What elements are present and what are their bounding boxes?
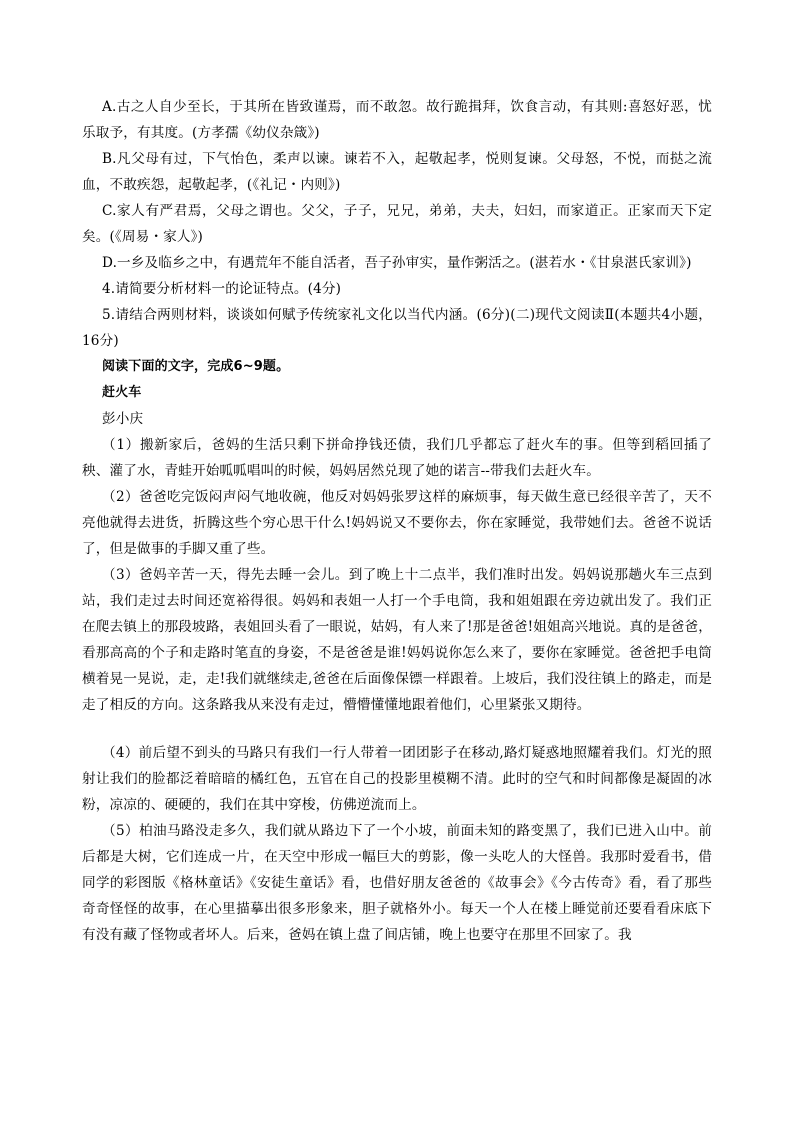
paragraph-gap xyxy=(82,718,712,740)
story-title: 赶火车 xyxy=(102,385,142,400)
option-c-paragraph: C.家人有严君焉，父母之谓也。父父，子子，兄兄，弟弟，夫夫，妇妇，而家道正。正家而天下定矣。(《周易・家人》) xyxy=(82,203,712,245)
story-section-1: （1）搬新家后，爸妈的生活只剩下拼命挣钱还债，我们几乎都忘了赶火车的事。但等到稻回插了秧、灌了水，青蛙开始呱呱唱叫的时候，妈妈居然兑现了她的诺言--带我们去赶火车。 xyxy=(82,437,712,479)
story-section-5: （5）柏油马路没走多久，我们就从路边下了一个小坡，前面未知的路变黑了，我们已进入山中。前后都是大树，它们连成一片，在天空中形成一幅巨大的剪影，像一头吃人的大怪兽。我那时爱看书，借同学的彩图版《格林童话》《安徒生童话》看，也借好朋友爸爸的《故事会》《今古传奇》看，看了那些奇奇怪怪的故事，在心里描摹出很多形象来，胆子就格外小。每天一个人在楼上睡觉前还要看看床底下有没有藏了怪物或者坏人。后来，爸妈在镇上盘了间店铺，晚上也要守在那里不回家了。我 xyxy=(82,823,712,943)
option-a-paragraph: A.古之人自少至长，于其所在皆致谨焉，而不敢忽。故行跪揖拜，饮食言动，有其则:喜怒好恶，忧乐取予，有其度。(方孝孺《幼仪杂箴》) xyxy=(82,99,712,141)
story-author: 彭小庆 xyxy=(102,411,144,427)
story-section-3: （3）爸妈辛苦一天，得先去睡一会儿。到了晚上十二点半，我们准时出发。妈妈说那趟火车三点到站，我们走过去时间还宽裕得很。妈妈和表姐一人打一个手电筒，我和姐姐跟在旁边就出发了。我们正在爬去镇上的那段坡路，表姐回头看了一眼说，姑妈，有人来了!那是爸爸!姐姐高兴地说。真的是爸爸，看那高高的个子和走路时笔直的身姿，不是爸爸是谁!妈妈说你怎么来了，要你在家睡觉。爸爸把手电筒横着晃一晃说，走，走!我们就继续走,爸爸在后面像保镖一样跟着。上坡后，我们没往镇上的路走，而是走了相反的方向。这条路我从来没有走过，懵懵懂懂地跟着他们，心里紧张又期待。 xyxy=(82,567,712,713)
question-4: 4.请简要分析材料一的论证特点。(4分) xyxy=(102,281,342,297)
reading-instruction: 阅读下面的文字，完成6~9题。 xyxy=(102,359,290,374)
option-b-paragraph: B.凡父母有过，下气怡色，柔声以谏。谏若不入，起敬起孝，悦则复谏。父母怒，不悦，而挞之流血，不敢疾怨，起敬起孝，(《礼记・内则》) xyxy=(82,151,712,193)
question-5: 5.请结合两则材料，谈谈如何赋予传统家礼文化以当代内涵。(6分)(二)现代文阅读Ⅱ(本题共4小题，16分) xyxy=(82,307,712,349)
story-section-4: （4）前后望不到头的马路只有我们一行人带着一团团影子在移动,路灯疑惑地照耀着我们。灯光的照射让我们的脸都泛着暗暗的橘红色，五官在自己的投影里模糊不清。此时的空气和时间都像是凝固的冰粉，凉凉的、硬硬的，我们在其中穿梭，仿佛逆流而上。 xyxy=(82,745,712,813)
option-d-paragraph: D.一乡及临乡之中，有遇荒年不能自活者，吾子孙审实，量作粥活之。(湛若水・《甘泉湛氏家训》) xyxy=(102,255,692,271)
story-section-2: （2）爸爸吃完饭闷声闷气地收碗，他反对妈妈张罗这样的麻烦事，每天做生意已经很辛苦了，天不亮他就得去进货，折腾这些个穷心思干什么!妈妈说又不要你去，你在家睡觉，我带她们去。爸爸不说话了，但是做事的手脚又重了些。 xyxy=(82,489,712,557)
